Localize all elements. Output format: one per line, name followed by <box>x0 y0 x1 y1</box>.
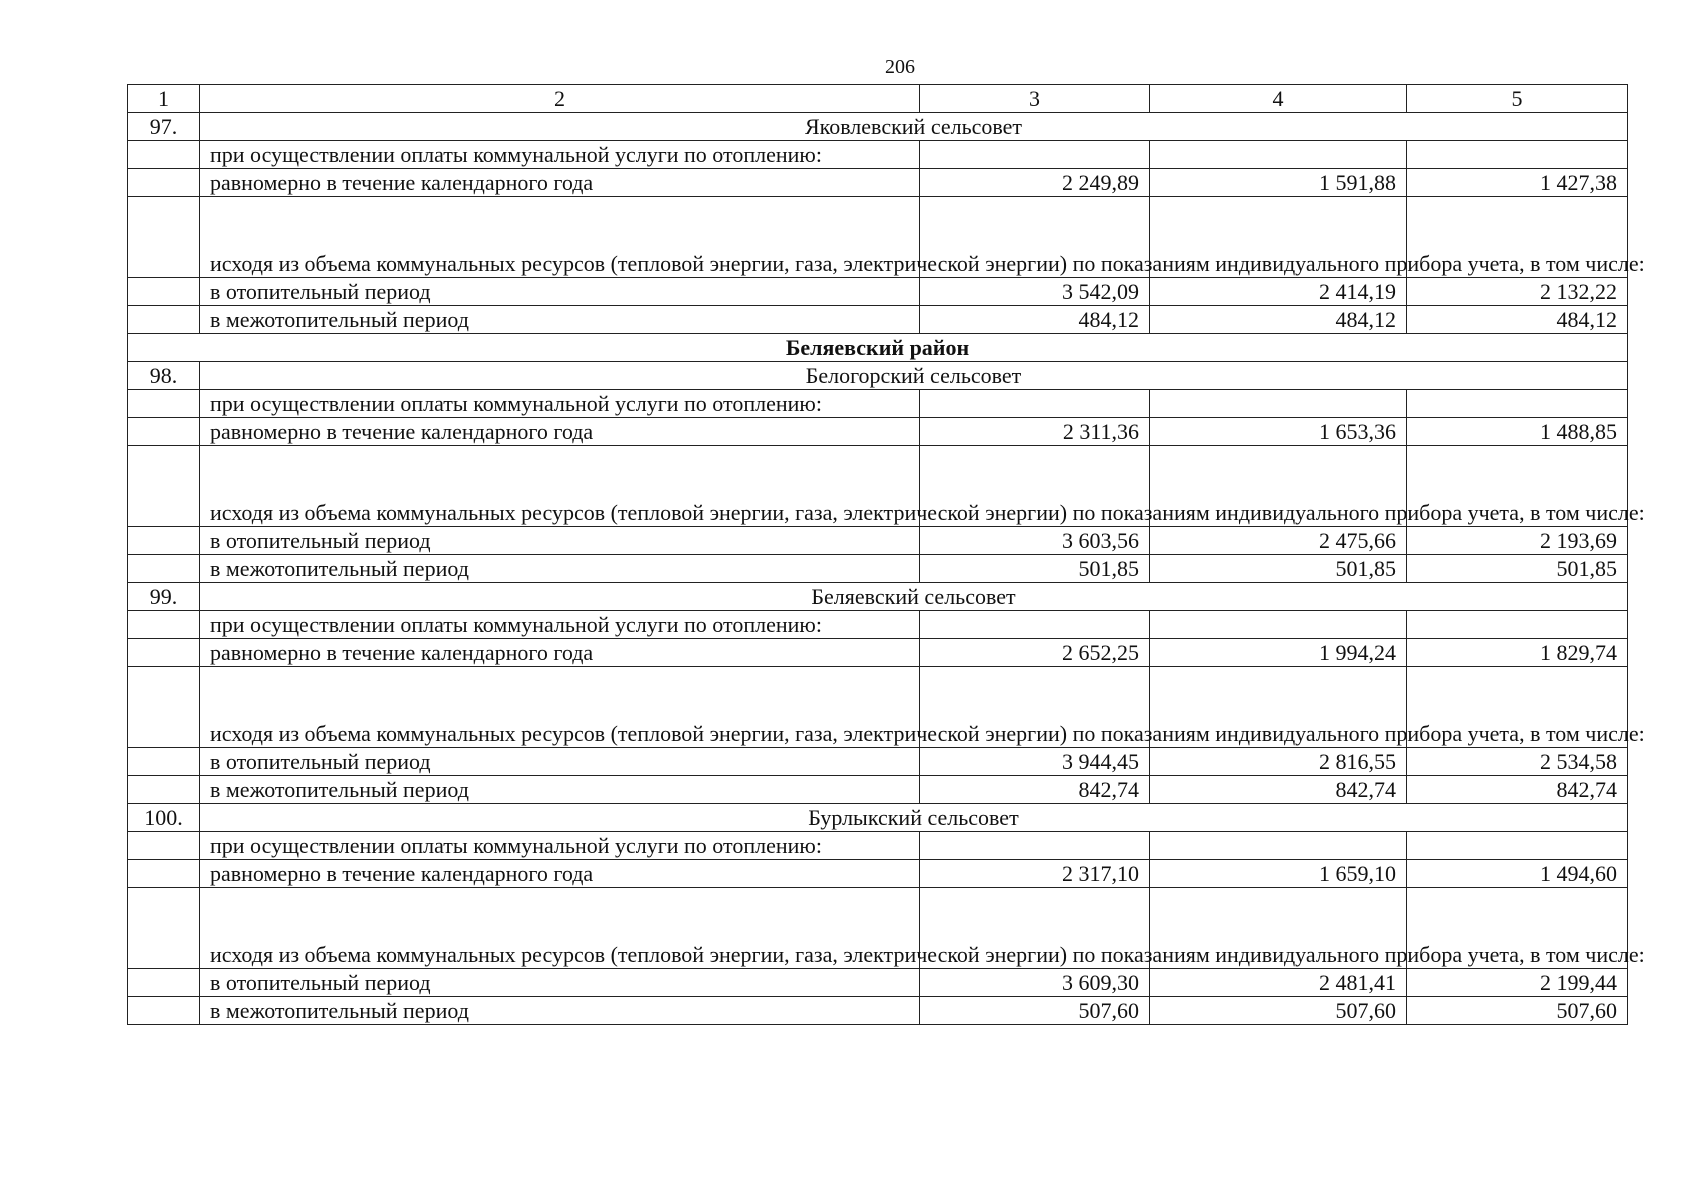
value-cell: 2 652,25 <box>920 639 1150 667</box>
row-label: равномерно в течение календарного года <box>200 860 920 888</box>
row-label: при осуществлении оплаты коммунальной услуги по отоплению: <box>200 390 920 418</box>
value-cell-empty <box>1407 611 1628 639</box>
row-label: при осуществлении оплаты коммунальной услуги по отоплению: <box>200 832 920 860</box>
value-cell: 1 494,60 <box>1407 860 1628 888</box>
row-label: равномерно в течение календарного года <box>200 639 920 667</box>
row-number-empty <box>128 141 200 169</box>
value-cell-empty <box>920 611 1150 639</box>
row-label: в отопительный период <box>200 748 920 776</box>
row-number-empty <box>128 639 200 667</box>
council-name: Беляевский сельсовет <box>200 583 1628 611</box>
district-title: Беляевский район <box>128 334 1628 362</box>
row-label: исходя из объема коммунальных ресурсов (тепловой энергии, газа, электрической энергии) по показаниям индивидуального прибора учета, в том числе: <box>200 667 920 748</box>
value-cell: 3 609,30 <box>920 969 1150 997</box>
value-cell-empty <box>1407 141 1628 169</box>
row-label: исходя из объема коммунальных ресурсов (тепловой энергии, газа, электрической энергии) по показаниям индивидуального прибора учета, в том числе: <box>200 446 920 527</box>
value-cell: 2 816,55 <box>1150 748 1407 776</box>
intro-row <box>128 141 1628 169</box>
value-cell: 1 591,88 <box>1150 169 1407 197</box>
row-number-empty <box>128 776 200 804</box>
row-label: в отопительный период <box>200 527 920 555</box>
uniform-row <box>128 169 1628 197</box>
tariff-table <box>127 84 1645 1025</box>
row-number-empty <box>128 555 200 583</box>
value-cell: 2 317,10 <box>920 860 1150 888</box>
row-number-empty <box>128 748 200 776</box>
row-number-empty <box>128 969 200 997</box>
value-cell: 842,74 <box>1150 776 1407 804</box>
row-label: исходя из объема коммунальных ресурсов (тепловой энергии, газа, электрической энергии) по показаниям индивидуального прибора учета, в том числе: <box>200 197 920 278</box>
value-cell: 1 427,38 <box>1407 169 1628 197</box>
row-number: 99. <box>128 583 200 611</box>
value-cell: 501,85 <box>920 555 1150 583</box>
value-cell: 3 603,56 <box>920 527 1150 555</box>
value-cell: 484,12 <box>920 306 1150 334</box>
header-cell: 3 <box>920 85 1150 113</box>
value-cell-empty <box>1150 832 1407 860</box>
value-cell: 1 488,85 <box>1407 418 1628 446</box>
interheating-row <box>128 555 1628 583</box>
meter-row <box>128 446 1628 527</box>
intro-row <box>128 832 1628 860</box>
value-cell: 2 132,22 <box>1407 278 1628 306</box>
row-label: в межотопительный период <box>200 776 920 804</box>
row-label: в отопительный период <box>200 278 920 306</box>
section-row <box>128 334 1628 362</box>
header-cell: 2 <box>200 85 920 113</box>
row-number-empty <box>128 197 200 278</box>
interheating-row <box>128 776 1628 804</box>
council-name: Белогорский сельсовет <box>200 362 1628 390</box>
heating-row <box>128 278 1628 306</box>
uniform-row <box>128 418 1628 446</box>
value-cell: 2 199,44 <box>1407 969 1628 997</box>
header-cell: 4 <box>1150 85 1407 113</box>
header-cell: 5 <box>1407 85 1628 113</box>
value-cell: 842,74 <box>920 776 1150 804</box>
value-cell: 1 659,10 <box>1150 860 1407 888</box>
value-cell: 507,60 <box>1407 997 1628 1025</box>
value-cell-empty <box>1150 390 1407 418</box>
entity-row <box>128 804 1628 832</box>
row-number-empty <box>128 997 200 1025</box>
interheating-row <box>128 306 1628 334</box>
row-label: при осуществлении оплаты коммунальной услуги по отоплению: <box>200 611 920 639</box>
page-number: 206 <box>885 56 915 78</box>
value-cell: 507,60 <box>1150 997 1407 1025</box>
value-cell: 1 653,36 <box>1150 418 1407 446</box>
row-number-empty <box>128 667 200 748</box>
meter-row <box>128 197 1628 278</box>
value-cell: 501,85 <box>1150 555 1407 583</box>
intro-row <box>128 611 1628 639</box>
uniform-row <box>128 860 1628 888</box>
value-cell: 2 311,36 <box>920 418 1150 446</box>
council-name: Бурлыкский сельсовет <box>200 804 1628 832</box>
council-name: Яковлевский сельсовет <box>200 113 1628 141</box>
value-cell-empty <box>920 832 1150 860</box>
row-number: 100. <box>128 804 200 832</box>
row-number-empty <box>128 169 200 197</box>
row-label: исходя из объема коммунальных ресурсов (тепловой энергии, газа, электрической энергии) по показаниям индивидуального прибора учета, в том числе: <box>200 888 920 969</box>
row-number-empty <box>128 418 200 446</box>
value-cell-empty <box>1150 611 1407 639</box>
value-cell: 3 944,45 <box>920 748 1150 776</box>
row-label: равномерно в течение календарного года <box>200 418 920 446</box>
entity-row <box>128 583 1628 611</box>
value-cell: 507,60 <box>920 997 1150 1025</box>
value-cell: 484,12 <box>1150 306 1407 334</box>
value-cell: 2 475,66 <box>1150 527 1407 555</box>
row-number-empty <box>128 278 200 306</box>
row-number-empty <box>128 860 200 888</box>
heating-row <box>128 748 1628 776</box>
value-cell: 2 414,19 <box>1150 278 1407 306</box>
row-label: в межотопительный период <box>200 555 920 583</box>
row-label: при осуществлении оплаты коммунальной услуги по отоплению: <box>200 141 920 169</box>
entity-row <box>128 362 1628 390</box>
entity-row <box>128 113 1628 141</box>
row-label: в межотопительный период <box>200 997 920 1025</box>
row-number-empty <box>128 446 200 527</box>
value-cell: 1 829,74 <box>1407 639 1628 667</box>
row-number-empty <box>128 390 200 418</box>
value-cell: 484,12 <box>1407 306 1628 334</box>
row-label: в межотопительный период <box>200 306 920 334</box>
row-number-empty <box>128 306 200 334</box>
value-cell-empty <box>920 141 1150 169</box>
uniform-row <box>128 639 1628 667</box>
meter-row <box>128 667 1628 748</box>
row-number-empty <box>128 611 200 639</box>
row-number: 97. <box>128 113 200 141</box>
intro-row <box>128 390 1628 418</box>
value-cell: 2 481,41 <box>1150 969 1407 997</box>
value-cell-empty <box>1150 141 1407 169</box>
row-number-empty <box>128 527 200 555</box>
header-row <box>128 85 1628 113</box>
value-cell: 2 249,89 <box>920 169 1150 197</box>
value-cell: 501,85 <box>1407 555 1628 583</box>
value-cell: 3 542,09 <box>920 278 1150 306</box>
value-cell-empty <box>1407 390 1628 418</box>
row-label: равномерно в течение календарного года <box>200 169 920 197</box>
value-cell: 2 534,58 <box>1407 748 1628 776</box>
row-number: 98. <box>128 362 200 390</box>
interheating-row <box>128 997 1628 1025</box>
value-cell-empty <box>920 390 1150 418</box>
meter-row <box>128 888 1628 969</box>
header-cell: 1 <box>128 85 200 113</box>
value-cell: 1 994,24 <box>1150 639 1407 667</box>
heating-row <box>128 527 1628 555</box>
row-number-empty <box>128 888 200 969</box>
value-cell: 2 193,69 <box>1407 527 1628 555</box>
heating-row <box>128 969 1628 997</box>
row-label: в отопительный период <box>200 969 920 997</box>
row-number-empty <box>128 832 200 860</box>
value-cell: 842,74 <box>1407 776 1628 804</box>
value-cell-empty <box>1407 832 1628 860</box>
